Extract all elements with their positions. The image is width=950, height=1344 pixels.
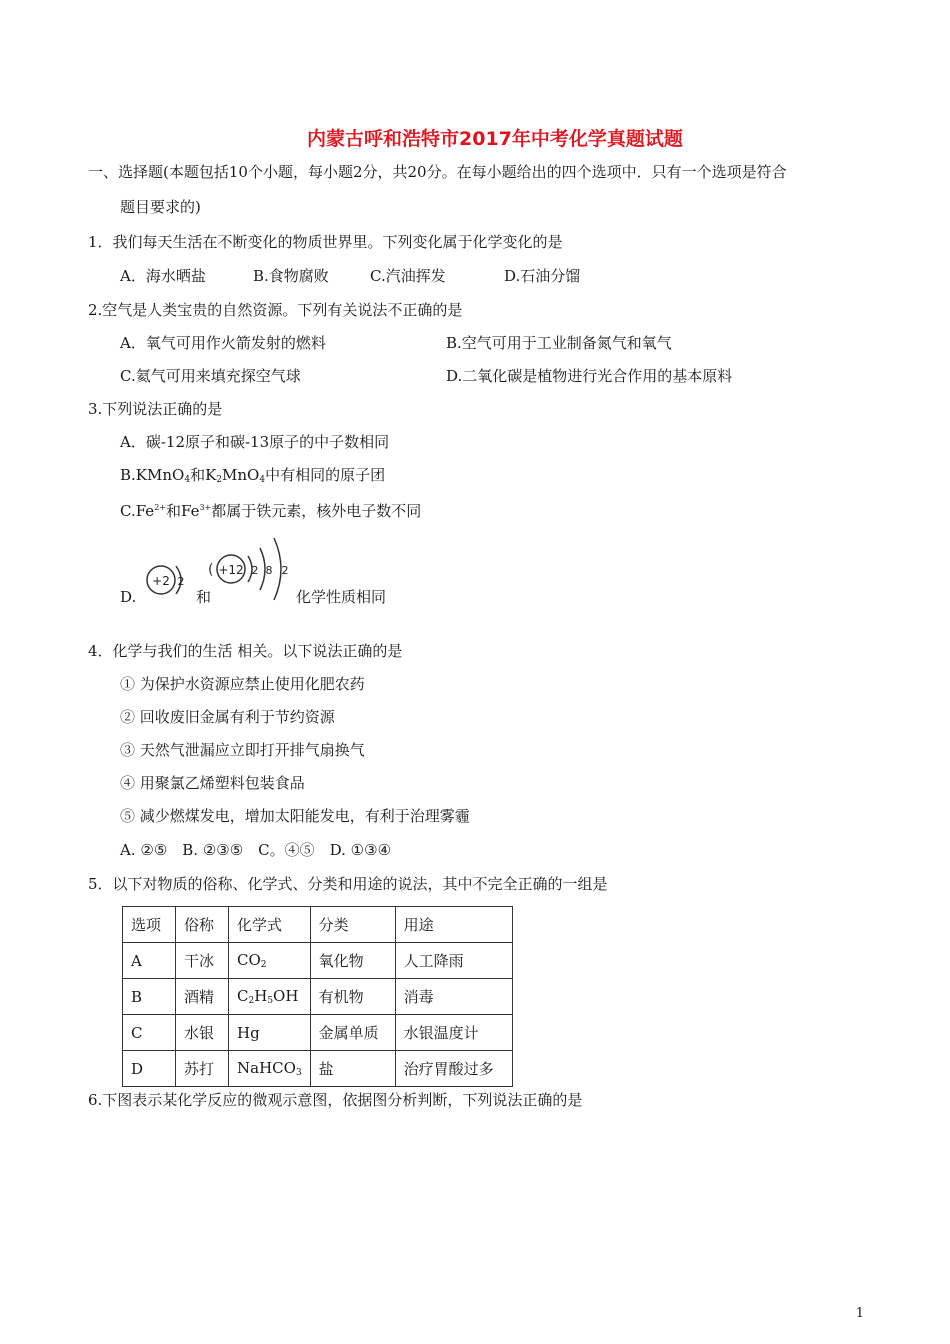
table-header-cell: 选项: [123, 907, 176, 943]
table-cell: C: [123, 1015, 176, 1051]
table-cell: 盐: [310, 1051, 395, 1087]
table-cell: D: [123, 1051, 176, 1087]
table-cell-formula: $CO_2$: [229, 943, 311, 979]
nucleus-charge: +2: [152, 574, 170, 588]
table-cell: A: [123, 943, 176, 979]
table-row: [123, 1051, 513, 1087]
electron-shell-arc-3: [274, 538, 281, 600]
q2-option-c: C.氦气可用来填充探空气球: [120, 367, 301, 385]
q1-option-b: B.食物腐败: [253, 267, 329, 285]
table-cell: 干冰: [176, 943, 229, 979]
q3-option-d-and: 和: [196, 588, 212, 606]
shell-3-count: 2: [281, 564, 289, 577]
table-cell: 酒精: [176, 979, 229, 1015]
q3-option-b: B.KMnO$_4$和$K_2MnO_4$中有相同的原子团: [120, 466, 386, 485]
atom-structure-diagram-magnesium: [208, 532, 296, 606]
q3-option-d-label: D.: [120, 588, 137, 606]
table-cell: 苏打: [176, 1051, 229, 1087]
page-number: 1: [855, 1306, 864, 1321]
nucleus-charge: +12: [218, 563, 244, 577]
table-cell: 金属单质: [310, 1015, 395, 1051]
table-cell: 氧化物: [310, 943, 395, 979]
page-title: 内蒙古呼和浩特市2017年中考化学真题试题: [307, 128, 683, 150]
q2-option-d: D.二氧化碳是植物进行光合作用的基本原料: [446, 367, 733, 385]
q6-stem: 6.下图表示某化学反应的微观示意图，依据图分析判断，下列说法正确的是: [88, 1091, 583, 1109]
table-row: [123, 979, 513, 1015]
table-header-row: [123, 907, 513, 943]
q4-options: A. ②⑤ B. ②③⑤ C。④⑤ D. ①③④: [120, 841, 392, 859]
table-cell: 人工降雨: [395, 943, 512, 979]
q2-option-a: A．氧气可用作火箭发射的燃料: [120, 334, 326, 352]
bracket-open: (: [208, 562, 214, 578]
q2-option-b: B.空气可用于工业制备氮气和氧气: [446, 334, 672, 352]
q4-item: ② 回收废旧金属有利于节约资源: [120, 708, 335, 726]
q3-option-a: A．碳-12原子和碳-13原子的中子数相同: [120, 433, 390, 451]
q5-stem: 5．以下对物质的俗称、化学式、分类和用途的说法，其中不完全正确的一组是: [88, 875, 608, 893]
q3-option-c: $C.Fe^{2+}$和$Fe^{3+}$都属于铁元素，核外电子数不同: [120, 502, 422, 520]
q1-option-a: A．海水晒盐: [120, 267, 206, 285]
atom-structure-diagram-helium: [140, 560, 190, 600]
table-cell: 有机物: [310, 979, 395, 1015]
table-row: [123, 943, 513, 979]
table-cell: 水银: [176, 1015, 229, 1051]
table-header-cell: 用途: [395, 907, 512, 943]
q1-option-c: C.汽油挥发: [370, 267, 446, 285]
q4-stem: 4．化学与我们的生活 相关。以下说法正确的是: [88, 642, 403, 660]
q2-stem: 2.空气是人类宝贵的自然资源。下列有关说法不正确的是: [88, 301, 463, 319]
q1-option-d: D.石油分馏: [504, 267, 581, 285]
q4-item: ③ 天然气泄漏应立即打开排气扇换气: [120, 741, 365, 759]
table-header-cell: 分类: [310, 907, 395, 943]
q1-stem: 1．我们每天生活在不断变化的物质世界里。下列变化属于化学变化的是: [88, 233, 563, 251]
q4-item: ⑤ 减少燃煤发电，增加太阳能发电，有利于治理雾霾: [120, 807, 470, 825]
table-cell-formula: Hg: [229, 1015, 311, 1051]
table-cell: 治疗胃酸过多: [395, 1051, 512, 1087]
shell-electron-count: 2: [177, 575, 185, 588]
table-row: [123, 1015, 513, 1051]
q3-stem: 3.下列说法正确的是: [88, 400, 223, 418]
table-header-cell: 化学式: [229, 907, 311, 943]
table-header-cell: 俗称: [176, 907, 229, 943]
table-cell: 消毒: [395, 979, 512, 1015]
q4-item: ① 为保护水资源应禁止使用化肥农药: [120, 675, 365, 693]
table-cell-formula: $C_2H_5OH$: [229, 979, 311, 1015]
shell-1-count: 2: [251, 564, 259, 577]
q4-item: ④ 用聚氯乙烯塑料包装食品: [120, 774, 305, 792]
shell-2-count: 8: [265, 564, 273, 577]
section-heading-cont: 题目要求的): [120, 198, 201, 216]
table-cell: 水银温度计: [395, 1015, 512, 1051]
q3-option-d-text: 化学性质相同: [296, 588, 387, 606]
table-cell: B: [123, 979, 176, 1015]
table-cell-formula: NaHCO$_3$: [229, 1051, 311, 1087]
q5-table: [122, 906, 513, 1087]
electron-shell-arc-2: [260, 548, 265, 590]
section-heading: 一、选择题(本题包括10个小题，每小题2分，共20分。在每小题给出的四个选项中．只有一个选项是符合: [88, 163, 787, 181]
